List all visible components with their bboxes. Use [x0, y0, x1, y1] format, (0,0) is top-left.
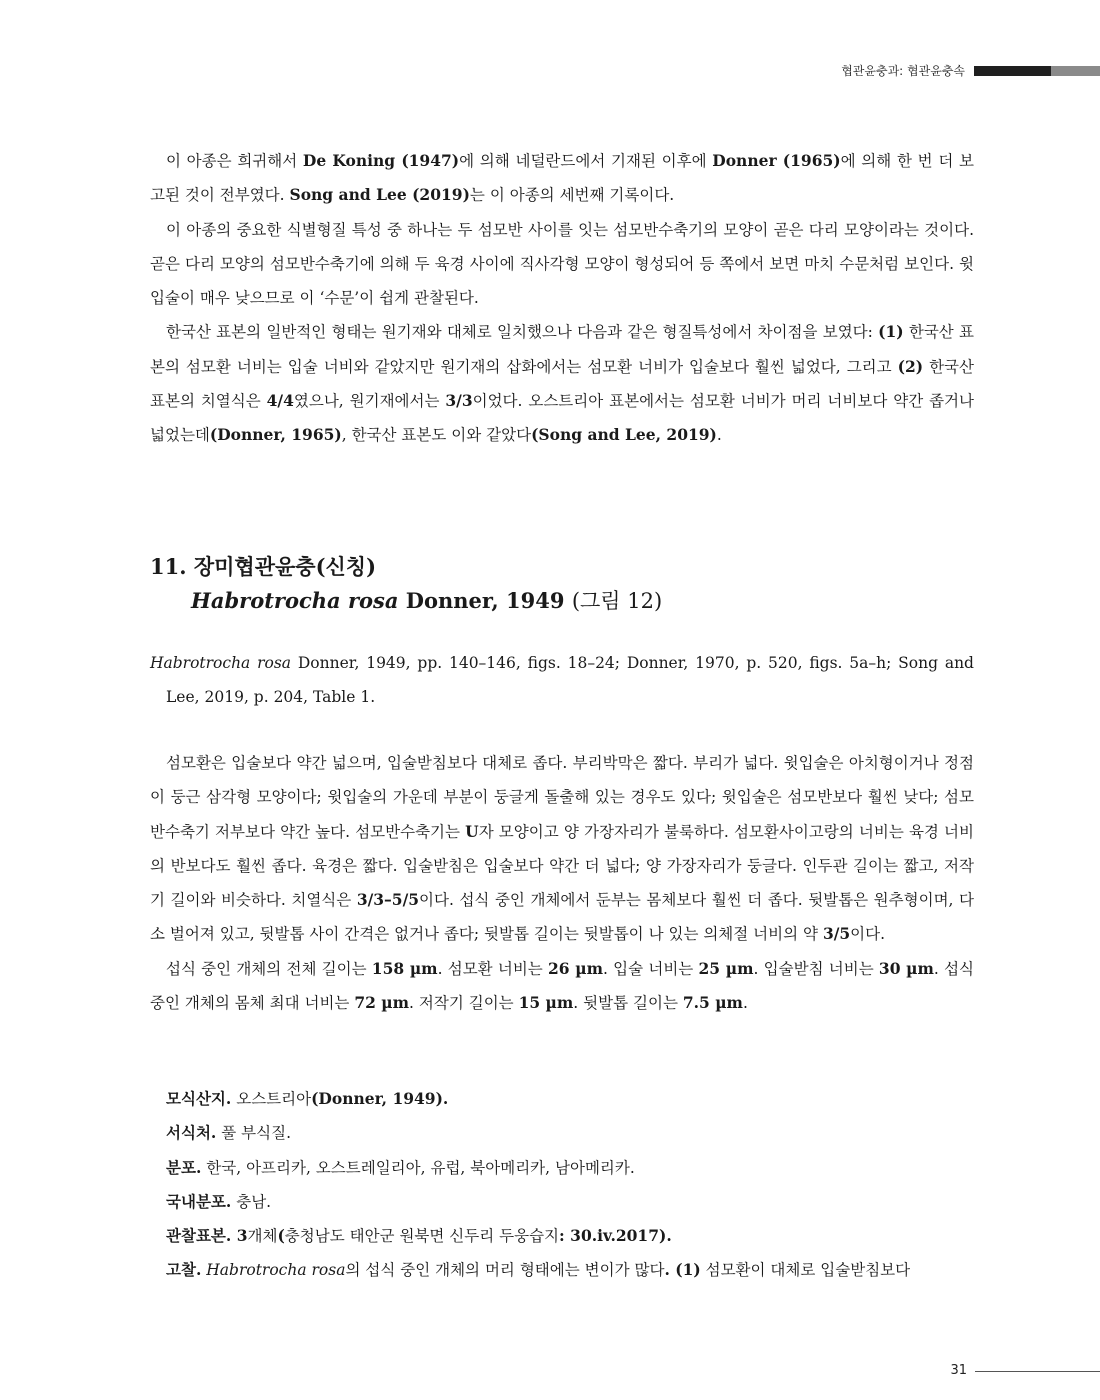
distribution: 분포. 한국, 아프리카, 오스트레일리아, 유럽, 북아메리카, 남아메리카.	[166, 1157, 635, 1177]
observed-specimens: 관찰표본. 3개체(충청남도 태안군 원북면 신두리 두웅습지: 30.iv.2017).	[166, 1226, 672, 1246]
description-block	[150, 746, 974, 1020]
remarks: 고찰. Habrotrocha rosa의 섭식 중인 개체의 머리 형태에는 변이가 많다. (1) 섬모환이 대체로 입술받침보다	[166, 1260, 911, 1280]
intro-paragraph-1: 이 아종은 희귀해서 De Koning (1947)에 의해 네덜란드에서 기재된 이후에 Donner (1965)에 의해 한 번 더 보고된 것이 전부였다. Song and Lee (2019)는 이 아종의 세번째 기록이다.	[150, 151, 974, 205]
korean-distribution: 국내분포. 충남.	[166, 1191, 272, 1211]
section-title-line-1: 11. 장미협관윤충(신칭)	[150, 554, 377, 579]
reference-citation: Habrotrocha rosa Donner, 1949, pp. 140–146, figs. 18–24; Donner, 1970, p. 520, figs. 5a–h; Song and Lee, 2019, p. 204, Table 1.	[150, 654, 974, 707]
page-footer	[0, 1363, 1100, 1379]
page-number: 31	[950, 1363, 967, 1378]
header-bar-dark	[974, 66, 1051, 76]
intro-paragraph-3: 한국산 표본의 일반적인 형태는 원기재와 대체로 일치했으나 다음과 같은 형질특성에서 차이점을 보였다: (1) 한국산 표본의 섬모환 너비는 입술 너비와 같았지만 원기재의 삽화에서는 섬모환 너비가 입술보다 훨씬 넓었다, 그리고 (2) 한국산 표본의 치열식은 4/4였으나, 원기재에서는 3/3이었다. 오스트리아 표본에서는 섬모환 너비가 머리 너비보다 약간 좁거나 넓었는데(Donner, 1965), 한국산 표본도 이와 같았다(Song and Lee, 2019).	[150, 322, 974, 445]
intro-paragraph-2: 이 아종의 중요한 식별형질 특성 중 하나는 두 섬모반 사이를 잇는 섬모반수축기의 모양이 곧은 다리 모양이라는 것이다. 곧은 다리 모양의 섬모반수축기에 의해 두 육경 사이에 직사각형 모양이 형성되어 등 쪽에서 보면 마치 수문처럼 보인다. 윗입술이 매우 낮으므로 이 ‘수문’이 쉽게 관찰된다.	[150, 220, 974, 308]
footer-rule	[975, 1371, 1100, 1372]
habitat: 서식처. 풀 부식질.	[166, 1123, 292, 1143]
description-paragraph-1: 섬모환은 입술보다 약간 넓으며, 입술받침보다 대체로 좁다. 부리박막은 짧다. 부리가 넓다. 윗입술은 아치형이거나 정점이 둥근 삼각형 모양이다; 윗입술의 가운데 부분이 둥글게 돌출해 있는 경우도 있다; 윗입술은 섬모반보다 훨씬 낮다; 섬모반수축기 저부보다 약간 높다. 섬모반수축기는 U자 모양이고 양 가장자리가 불룩하다. 섬모환사이고랑의 너비는 육경 너비의 반보다도 훨씬 좁다. 육경은 짧다. 입술받침은 입술보다 약간 더 넓다; 양 가장자리가 둥글다. 인두관 길이는 짧고, 저작기 길이와 비슷하다. 치열식은 3/3–5/5이다. 섭식 중인 개체에서 둔부는 몸체보다 훨씬 더 좁다. 뒷발톱은 원추형이며, 다소 벌어져 있고, 뒷발톱 사이 간격은 없거나 좁다; 뒷발톱 길이는 뒷발톱이 나 있는 의체절 너비의 약 3/5이다.	[150, 754, 974, 944]
running-title: 협관윤충과: 협관윤충속	[841, 64, 965, 78]
header-bar-gray	[1051, 66, 1100, 76]
description-paragraph-2: 섭식 중인 개체의 전체 길이는 158 µm. 섬모환 너비는 26 µm. 입술 너비는 25 µm. 입술받침 너비는 30 µm. 섭식 중인 개체의 몸체 최대 너비는 72 µm. 저작기 길이는 15 µm. 뒷발톱 길이는 7.5 µm.	[150, 958, 975, 1013]
intro-text	[150, 144, 974, 453]
section-title	[150, 550, 974, 618]
details-block	[150, 1082, 974, 1288]
section-title-line-2: Habrotrocha rosa Donner, 1949 (그림 12)	[191, 588, 663, 613]
type-locality: 모식산지. 오스트리아(Donner, 1949).	[166, 1089, 449, 1108]
page-header	[0, 63, 1100, 79]
reference-block	[150, 646, 974, 715]
